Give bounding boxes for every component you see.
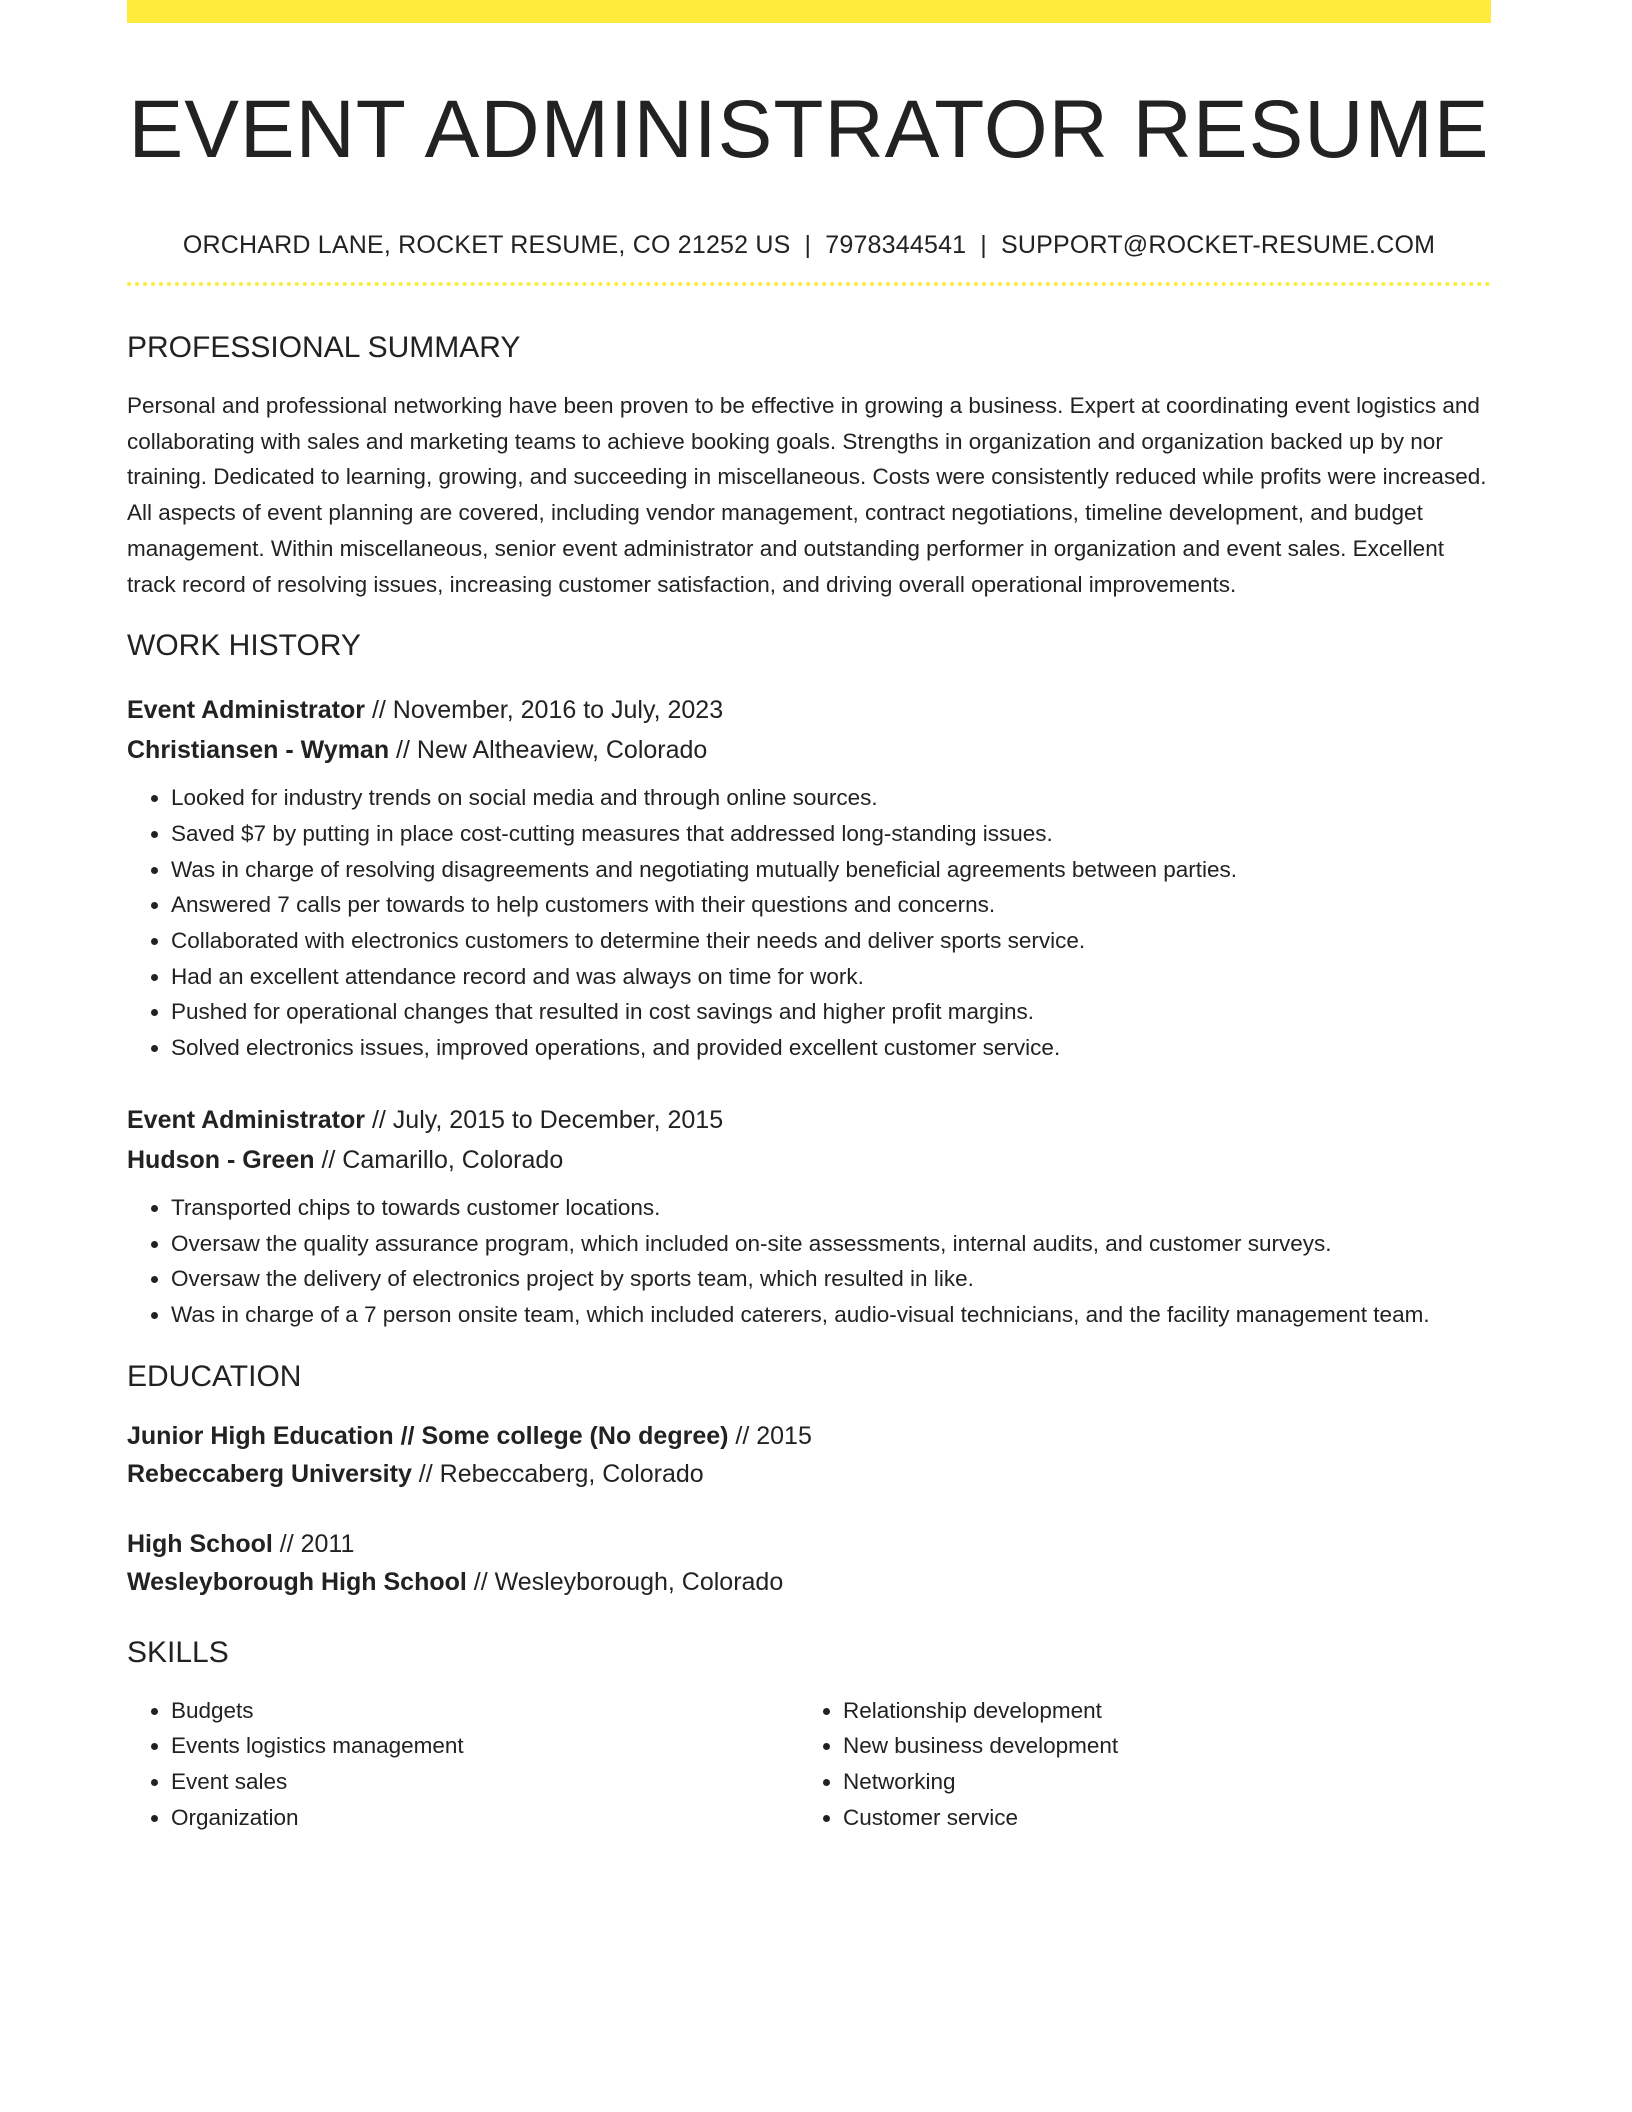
education-degree: Junior High Education // Some college (No degree) [127,1421,729,1450]
job-company-line [127,730,1491,770]
education-school-line [127,1563,1491,1601]
job-bullet: • Collaborated with electronics customers to determine their needs and deliver sports service. [171,923,1491,959]
resume-content [127,0,1491,1835]
job-title: Event Administrator [127,1105,366,1134]
summary-section [127,330,1491,602]
education-school: Rebeccaberg University [127,1459,412,1488]
contact-line [127,230,1491,260]
job-bullet: • Solved electronics issues, improved operations, and provided excellent customer service. [171,1030,1491,1066]
skills-section [127,1635,1491,1836]
skill-item: • Events logistics management [171,1728,799,1764]
job-bullet: • Was in charge of a 7 person onsite team, which included caterers, audio-visual technicians, and the facility management team. [171,1297,1491,1333]
education-degree: High School [127,1529,273,1558]
job-location: // New Altheaview, Colorado [389,736,708,765]
skills-columns [127,1693,1491,1836]
skill-item: • Customer service [843,1800,1471,1836]
job-bullet: • Was in charge of resolving disagreements and negotiating mutually beneficial agreements between parties. [171,852,1491,888]
education-heading: EDUCATION [127,1359,302,1393]
skills-list-right [799,1693,1471,1836]
summary-heading: PROFESSIONAL SUMMARY [127,331,521,364]
job-location: // Camarillo, Colorado [314,1145,564,1174]
job-bullet: • Saved $7 by putting in place cost-cutting measures that addressed long-standing issues. [171,816,1491,852]
work-history-heading: WORK HISTORY [127,629,361,663]
job-title: Event Administrator [127,696,366,725]
job-bullet: • Looked for industry trends on social media and through online sources. [171,780,1491,816]
skill-item: • Organization [171,1800,799,1836]
skill-item: • Relationship development [843,1693,1471,1729]
dotted-divider [127,282,1491,286]
job-company: Hudson - Green [127,1145,315,1174]
summary-text: Personal and professional networking have been proven to be effective in growing a business. Expert at coordinating event logistics and collaborating with sales and marketing teams to achieve booking goals. Strengths in organization and organization backed up by nor training. Dedicated to learning, growing, and succeeding in miscellaneous. Costs were consistently reduced while profits were increased. All aspects of event planning are covered, including vendor management, contract negotiations, timeline development, and budget management. Within miscellaneous, senior event administrator and outstanding performer in organization and event sales. Excellent track record of resolving issues, increasing customer satisfaction, and driving overall operational improvements. [127,393,1487,597]
job-company: Christiansen - Wyman [127,736,390,765]
education-section [127,1359,1491,1601]
contact-separator: | [980,231,987,259]
education-year: // 2011 [272,1529,355,1558]
contact-address: ORCHARD LANE, ROCKET RESUME, CO 21252 US [182,231,791,259]
job-bullet: • Oversaw the delivery of electronics project by sports team, which resulted in like. [171,1261,1491,1297]
contact-separator: | [804,231,812,259]
contact-email: SUPPORT@ROCKET-RESUME.COM [1001,231,1436,259]
skill-item: • New business development [843,1728,1471,1764]
education-school: Wesleyborough High School [127,1567,467,1596]
skill-item: • Event sales [171,1764,799,1800]
job-bullets [127,1190,1491,1333]
work-history-section [127,628,1491,1332]
job-bullet: • Answered 7 calls per towards to help customers with their questions and concerns. [171,887,1491,923]
job-title-line [127,690,1491,730]
job-entry [127,1100,1491,1333]
resume-title: EVENT ADMINISTRATOR RESUME [128,84,1490,175]
education-school-line [127,1455,1491,1493]
job-title-line [127,1100,1491,1140]
job-bullets [127,780,1491,1066]
education-location: // Rebeccaberg, Colorado [411,1459,704,1488]
job-dates: // July, 2015 to December, 2015 [365,1105,724,1134]
job-company-line [127,1140,1491,1180]
education-degree-line [127,1525,1491,1563]
skill-item: • Networking [843,1764,1471,1800]
job-dates: // November, 2016 to July, 2023 [365,696,724,725]
job-bullet: • Oversaw the quality assurance program, which included on-site assessments, internal audits, and customer surveys. [171,1226,1491,1262]
education-entry [127,1525,1491,1601]
education-degree-line [127,1417,1491,1455]
skills-list-left [127,1693,799,1836]
education-location: // Wesleyborough, Colorado [466,1567,784,1596]
job-bullet: • Pushed for operational changes that resulted in cost savings and higher profit margins. [171,994,1491,1030]
job-bullet: • Had an excellent attendance record and was always on time for work. [171,959,1491,995]
education-entry [127,1417,1491,1493]
job-entry [127,690,1491,1066]
contact-phone: 7978344541 [825,231,967,259]
skill-item: • Budgets [171,1693,799,1729]
job-bullet: • Transported chips to towards customer locations. [171,1190,1491,1226]
skills-heading: SKILLS [127,1635,229,1669]
education-year: // 2015 [728,1421,812,1450]
